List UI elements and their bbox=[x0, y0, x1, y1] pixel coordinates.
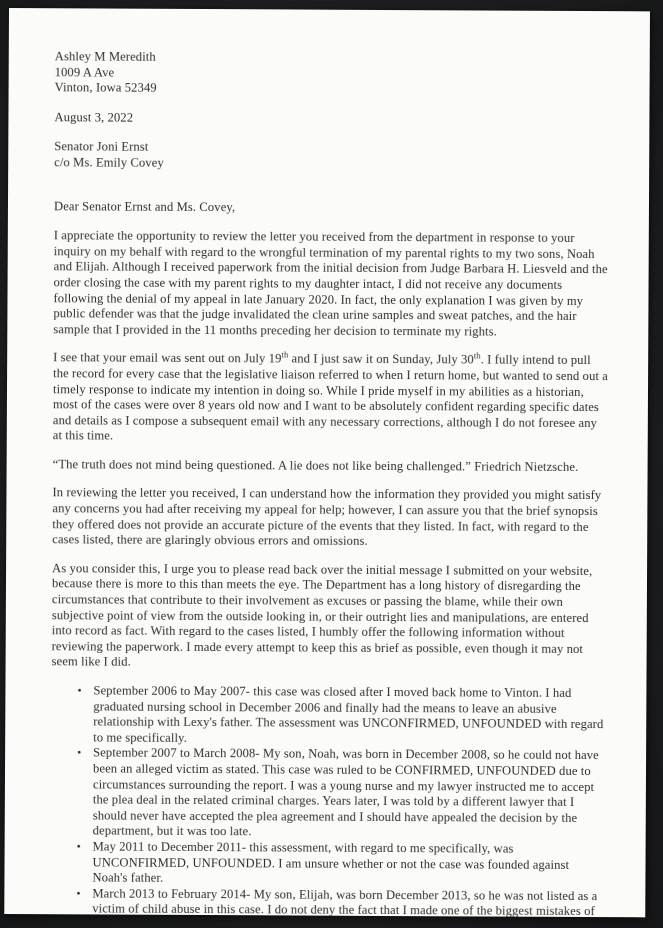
letter-content bbox=[4, 8, 650, 920]
recipient-care-of: c/o Ms. Emily Covey bbox=[54, 155, 164, 170]
letter-date: August 3, 2022 bbox=[54, 110, 134, 125]
paragraph-synopsis-errors: In reviewing the letter you received, I can understand how the information they provided you might satisfy any concerns you had after receiving my appeal for help; however, I can assure you that the brief synopsis they offered does not provide an accurate picture of the events that they listed. In fact, with regard to the cases listed, there are glaringly obvious errors and omissions. bbox=[52, 485, 602, 549]
paragraph-email-response: I see that your email was sent out on July 19th and I just saw it on Sunday, July 30th. I fully intend to pull the record for every case that the legislative liaison referred to when I return home, but wanted to send out a timely response to indicate my intention in doing so. While I pride myself in my abilities as a historian, most of the cases were over 8 years old now and I want to be absolutely confident regarding specific dates and details as I compose a subsequent email with any necessary corrections, although I do not foresee any at this time. bbox=[52, 349, 608, 443]
case-item-2006: • September 2006 to May 2007- this case was closed after I moved back home to Vinton. I had graduated nursing school in December 2006 and finally had the means to leave an abusive relationship with Lexy's father. The assessment was UNCONFIRMED, UNFOUNDED with regard to me specifically. bbox=[77, 683, 606, 748]
recipient-address bbox=[54, 140, 609, 174]
case-list bbox=[50, 683, 606, 920]
sender-name: Ashley M Meredith bbox=[54, 49, 156, 64]
case-item-2011: • May 2011 to December 2011- this assessment, with regard to me specifically, was UNCONFIRMED, UNFOUNDED. I am unsure whether or not the case was founded against Noah's father. bbox=[76, 839, 605, 889]
paragraph-appeal-history: I appreciate the opportunity to review the letter you received from the department in response to your inquiry on my behalf with regard to the wrongful termination of my parental rights to my two sons, Noah and Elijah. Although I received paperwork from the initial decision from Judge Barbara H. Liesveld and the order closing the case with my parent rights to my daughter intact, I did not receive any documents following the denial of my appeal in late January 2020. In fact, the only explanation I was given by my public defender was that the judge invalidated the clean urine samples and sweat patches, and the hair sample that I provided in the 11 months preceding her decision to terminate my rights. bbox=[53, 228, 608, 339]
case-item-2013: • March 2013 to February 2014- My son, Elijah, was born December 2013, so he was not listed as a victim of child abuse in this case. I do not deny the fact that I made one of the biggest mistakes of bbox=[76, 886, 605, 920]
nietzsche-quote: “The truth does not mind being questioned. A lie does not like being challenged.” Friedrich Nietzsche. bbox=[52, 457, 579, 474]
case-item-2007: • September 2007 to March 2008- My son, Noah, was born in December 2008, so he could not have been an alleged victim as stated. This case was ruled to be CONFIRMED, UNFOUNDED due to circumstances surrounding the report. I was a young nurse and my lawyer instructed me to accept the plea deal in the related criminal charges. Years later, I was told by a different lawyer that I should never have accepted the plea agreement and I should have appealed the decision by the department, but it was too late. bbox=[77, 746, 606, 842]
paragraph-department-history: As you consider this, I urge you to please read back over the initial message I submitted on your website, because there is more to this than meets the eye. The Department has a long history of disregarding the circumstances that contribute to their involvement as excuses or passing the blame, while their own subjective point of view from the outside looking in, or their outright lies and manipulations, are entered into record as fact. With regard to the cases listed, I humbly offer the following information without reviewing the paperwork. I made every attempt to keep this as brief as possible, even though it may not seem like I did. bbox=[51, 561, 593, 670]
sender-address bbox=[55, 49, 610, 99]
sender-street: 1009 A Ave bbox=[54, 64, 115, 80]
recipient-name: Senator Joni Ernst bbox=[54, 139, 149, 155]
letter-page bbox=[4, 8, 650, 917]
salutation: Dear Senator Ernst and Ms. Covey, bbox=[53, 198, 236, 214]
sender-city: Vinton, Iowa 52349 bbox=[54, 80, 157, 95]
